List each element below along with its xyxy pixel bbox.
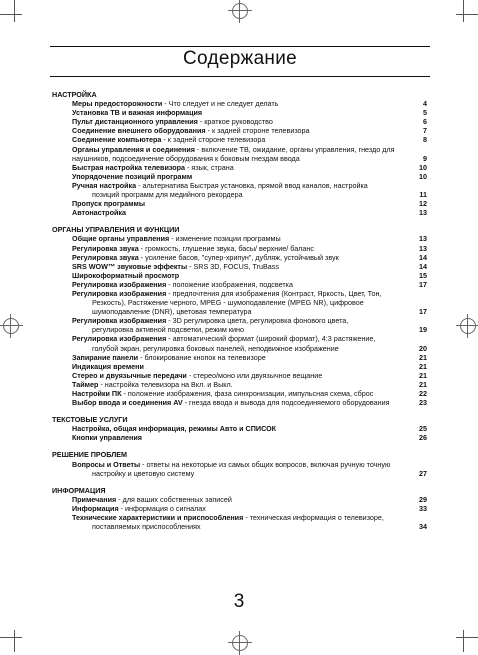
toc-entry-title: Настройки ПК	[72, 389, 122, 398]
toc-entry[interactable]	[52, 145, 427, 163]
toc-entry-text	[72, 424, 409, 433]
toc-entry-title: Выбор ввода и соединения AV	[72, 398, 183, 408]
toc-entry-title: Стерео и двуязычные передачи	[72, 370, 187, 380]
toc-entry-title: Установка ТВ и важная информация	[72, 108, 203, 118]
toc-entry-page: 34	[419, 522, 427, 532]
toc-entry-text	[72, 181, 409, 199]
toc-entry-text	[72, 208, 409, 217]
toc-entry-text	[72, 433, 409, 442]
toc-entry-title: Регулировка звука	[72, 243, 139, 253]
toc-entry-text	[72, 126, 409, 135]
crop-mark-bottom-right	[463, 630, 464, 652]
toc-entry[interactable]	[52, 424, 427, 433]
toc-entry-title: SRS WOW™ звуковые эффекты	[72, 261, 188, 271]
toc-entry-description: - для ваших собственных записей	[116, 494, 232, 504]
toc-entry[interactable]	[52, 334, 427, 352]
toc-entry-description: - усиление басов, "супер-хрипун", дубляж, устойчивый звук	[138, 252, 339, 262]
toc-entry-title: Общие органы управления	[72, 234, 170, 244]
toc-entry-title: Регулировка изображения	[72, 334, 167, 344]
page-number: 3	[233, 591, 245, 612]
title-rule-bottom	[50, 76, 430, 77]
toc-entry[interactable]	[52, 199, 427, 208]
toc-entry-description-continued: Резкость), Растяжение черного, MPEG - шумоподавление (MPEG NR), цифровое шумоподавление (DNR), цветовая температура	[92, 298, 364, 317]
toc-entry-title: Меры предосторожности	[72, 99, 163, 109]
toc-entry-page: 27	[419, 468, 427, 478]
toc-entry-description-continued: голубой экран, регулировка боковых панелей, неподвижное изображение	[92, 343, 339, 353]
toc-entry[interactable]	[52, 234, 427, 243]
toc-entry-page: 9	[423, 153, 427, 163]
toc-entry-title: Индикация времени	[72, 361, 144, 371]
toc-entry-page: 29	[419, 494, 427, 504]
toc-entry-description: - техническая информация о телевизоре,	[243, 513, 384, 523]
toc-entry-text	[72, 244, 409, 253]
registration-mark-right	[460, 318, 476, 334]
toc-entry-page: 22	[419, 389, 427, 398]
toc-entry-page: 21	[419, 352, 427, 362]
toc-entry-description: - громкость, глушение звука, басы/ верхние/ баланс	[138, 243, 314, 253]
toc-entry[interactable]	[52, 244, 427, 253]
toc-entry-title: Быстрая настройка телевизора	[72, 162, 186, 172]
crop-mark-top-right-h	[456, 14, 478, 15]
toc-entry-title: Примечания	[72, 494, 117, 504]
toc-entry-text	[72, 234, 409, 243]
toc-entry-title: Упорядочение позиций программ	[72, 171, 193, 181]
toc-entry[interactable]	[52, 117, 427, 126]
toc-entry-description: - альтернатива Быстрая установка, прямой ввод каналов, настройка	[136, 180, 368, 190]
toc-entry-text	[72, 163, 409, 172]
toc-entry[interactable]	[52, 371, 427, 380]
toc-entry-title: Регулировка изображения	[72, 288, 167, 298]
section-heading: ИНФОРМАЦИЯ	[52, 485, 106, 495]
page-title: Содержание	[182, 48, 298, 69]
toc-entry-page: 23	[419, 398, 427, 408]
toc-entry-description: - язык, страна	[185, 162, 234, 172]
toc-entry-page: 14	[419, 261, 427, 271]
toc-entry-title: Вопросы и Ответы	[72, 459, 141, 469]
toc-entry-page: 13	[419, 208, 427, 218]
toc-entry-title: Информация	[72, 503, 119, 513]
toc-entry-text	[72, 289, 409, 316]
toc-entry-page: 6	[423, 117, 427, 127]
toc-entry-text	[72, 460, 409, 478]
toc-entry-description: - Что следует и не следует делать	[162, 99, 279, 109]
toc-entry-text	[72, 513, 409, 531]
toc-entry-page: 26	[419, 433, 427, 443]
toc-entry[interactable]	[52, 126, 427, 135]
toc-entry-page: 8	[423, 135, 427, 145]
toc-entry-text	[72, 199, 409, 208]
toc-entry-description: - гнезда ввода и вывода для подсоединяемого оборудования	[182, 398, 390, 408]
toc-entry[interactable]	[52, 163, 427, 172]
toc-entry-page: 10	[419, 171, 427, 181]
toc-entry[interactable]	[52, 316, 427, 334]
toc-entry-title: Соединение внешнего оборудования	[72, 126, 206, 136]
registration-mark-top	[232, 3, 248, 19]
toc-entry-page: 14	[419, 252, 427, 262]
toc-entry[interactable]	[52, 380, 427, 389]
toc-entry-description-continued: поставляемых приспособлениях	[92, 522, 201, 532]
toc-entry-page: 21	[419, 370, 427, 380]
toc-entry-page: 20	[419, 343, 427, 353]
toc-entry-title: Пульт дистанционного управления	[72, 117, 198, 127]
toc-entry-description: - настройка телевизора на Вкл. и Выкл.	[98, 379, 233, 389]
toc-entry-title: Органы управления и соединения	[72, 144, 195, 154]
toc-entry-description-continued: настройку и цветовую систему	[92, 468, 195, 478]
toc-entry[interactable]	[52, 172, 427, 181]
toc-entry-description: - к задней стороне телевизора	[161, 135, 266, 145]
toc-entry[interactable]	[52, 181, 427, 199]
section-heading: НАСТРОЙКА	[52, 90, 97, 99]
toc-entry-text	[72, 353, 409, 362]
toc-entry-text	[72, 495, 409, 504]
crop-mark-bottom-left-h	[0, 637, 22, 638]
registration-mark-bottom	[232, 635, 248, 651]
section-heading: ТЕКСТОВЫЕ УСЛУГИ	[52, 415, 128, 425]
toc-entry-text	[72, 316, 409, 334]
toc-entry[interactable]	[52, 433, 427, 442]
toc-entry-page: 21	[419, 379, 427, 389]
toc-entry-text	[72, 172, 409, 181]
toc-entry-page: 11	[419, 190, 427, 200]
section-gap	[52, 442, 427, 446]
toc-entry-page: 5	[423, 108, 427, 118]
toc-entry-text	[72, 504, 409, 513]
toc-entry[interactable]	[52, 271, 427, 280]
toc-entry-description: - включение ТВ, ожидание, органы управления, гнездо для наушников, подсоединение оборудования к боковым гнездам ввода	[72, 144, 395, 163]
toc-entry-text	[72, 253, 409, 262]
toc-entry-title: Регулировка звука	[72, 252, 139, 262]
section-gap	[52, 217, 427, 221]
toc-entry[interactable]	[52, 208, 427, 217]
toc-entry-text	[72, 99, 409, 108]
toc-entry-text	[72, 398, 409, 407]
crop-mark-top-left	[14, 0, 15, 22]
toc-entry-title: Ручная настройка	[72, 180, 137, 190]
toc-entry-title: Пропуск программы	[72, 199, 145, 209]
toc-entry-title: Настройка, общая информация, режимы Авто и СПИСОК	[72, 424, 277, 434]
toc-entry-description: - краткое руководство	[197, 117, 273, 127]
toc-entry-text	[72, 380, 409, 389]
toc-entry-text	[72, 371, 409, 380]
toc-entry-text	[72, 271, 409, 280]
section-gap	[52, 407, 427, 411]
toc-entry-description: - ответы на некоторые из самых общих вопросов, включая ручную точную	[140, 459, 391, 469]
toc-entry-title: Таймер	[72, 379, 99, 389]
toc-entry-text	[72, 362, 409, 371]
toc-entry-page: 10	[419, 162, 427, 172]
table-of-contents	[52, 90, 427, 535]
toc-entry-description: - положение изображения, фаза синхронизации, импульсная схема, сброс	[121, 389, 374, 398]
toc-entry[interactable]	[52, 280, 427, 289]
toc-entry[interactable]	[52, 262, 427, 271]
toc-entry[interactable]	[52, 460, 427, 478]
toc-entry[interactable]	[52, 253, 427, 262]
toc-entry-page: 17	[419, 307, 427, 317]
crop-mark-bottom-left	[14, 630, 15, 652]
toc-entry[interactable]	[52, 389, 427, 398]
toc-entry[interactable]	[52, 362, 427, 371]
toc-entry-description: - информация о сигналах	[118, 503, 206, 513]
toc-entry[interactable]	[52, 99, 427, 108]
toc-entry-title: Запирание панели	[72, 352, 139, 362]
toc-entry-description: - предпочтения для изображения (Контраст, Яркость, Цвет, Тон,	[166, 288, 382, 298]
toc-entry-description: - изменение позиции программы	[169, 234, 281, 244]
toc-entry[interactable]	[52, 504, 427, 513]
toc-entry-description: - положение изображения, подсветка	[166, 279, 293, 289]
toc-entry-page: 25	[419, 424, 427, 434]
toc-entry[interactable]	[52, 495, 427, 504]
section-gap	[52, 478, 427, 482]
crop-mark-top-right	[463, 0, 464, 22]
section-heading: РЕШЕНИЕ ПРОБЛЕМ	[52, 450, 128, 460]
toc-entry-title: Соединение компьютера	[72, 135, 162, 145]
section-gap	[52, 531, 427, 535]
toc-entry-text	[72, 262, 409, 271]
toc-entry-description: - стерео/моно или двуязычное вещание	[186, 370, 323, 380]
toc-entry-text	[72, 280, 409, 289]
toc-entry-text	[72, 334, 409, 352]
toc-entry-text	[72, 135, 409, 144]
title-box	[50, 46, 430, 80]
toc-entry-description: - автоматический формат (широкий формат), 4:3 растяжение,	[166, 334, 376, 344]
toc-entry[interactable]	[52, 108, 427, 117]
registration-mark-left	[3, 318, 19, 334]
toc-entry-description: - блокирование кнопок на телевизоре	[138, 352, 266, 362]
toc-entry-page: 15	[419, 270, 427, 280]
toc-entry-page: 19	[419, 325, 427, 335]
toc-entry-title: Регулировка изображения	[72, 279, 167, 289]
toc-entry-page: 12	[419, 199, 427, 209]
toc-entry-text	[72, 389, 409, 398]
toc-entry[interactable]	[52, 289, 427, 316]
toc-entry-page: 13	[419, 243, 427, 253]
toc-entry[interactable]	[52, 398, 427, 407]
toc-entry-title: Регулировка изображения	[72, 316, 167, 326]
toc-entry-title: Кнопки управления	[72, 433, 142, 443]
toc-entry-title: Технические характеристики и приспособления	[72, 513, 244, 523]
title-rule-top	[50, 46, 430, 47]
toc-entry-description-continued: позиций программ для медийного рекордера	[92, 190, 243, 200]
toc-entry[interactable]	[52, 135, 427, 144]
toc-entry-page: 17	[419, 279, 427, 289]
toc-entry-description: - 3D регулировка цвета, регулировка фонового цвета,	[166, 316, 349, 326]
toc-entry-page: 21	[419, 361, 427, 371]
toc-entry-text	[72, 145, 409, 163]
toc-entry-description: - SRS 3D, FOCUS, TruBass	[187, 261, 279, 271]
toc-entry[interactable]	[52, 353, 427, 362]
toc-entry-page: 33	[419, 503, 427, 513]
crop-mark-bottom-right-h	[456, 637, 478, 638]
toc-entry-text	[72, 117, 409, 126]
toc-entry-title: Широкоформатный просмотр	[72, 270, 180, 280]
toc-entry-title: Автонастройка	[72, 208, 126, 218]
toc-entry-description-continued: регулировка активной подсветки, режим кино	[92, 325, 244, 335]
crop-mark-top-left-h	[0, 14, 22, 15]
toc-entry-page: 7	[423, 126, 427, 136]
toc-entry-page: 13	[419, 234, 427, 244]
toc-entry[interactable]	[52, 513, 427, 531]
section-heading: ОРГАНЫ УПРАВЛЕНИЯ И ФУНКЦИИ	[52, 225, 180, 235]
toc-entry-description: - к задней стороне телевизора	[205, 126, 310, 136]
toc-entry-text	[72, 108, 409, 117]
toc-entry-page: 4	[423, 99, 427, 109]
